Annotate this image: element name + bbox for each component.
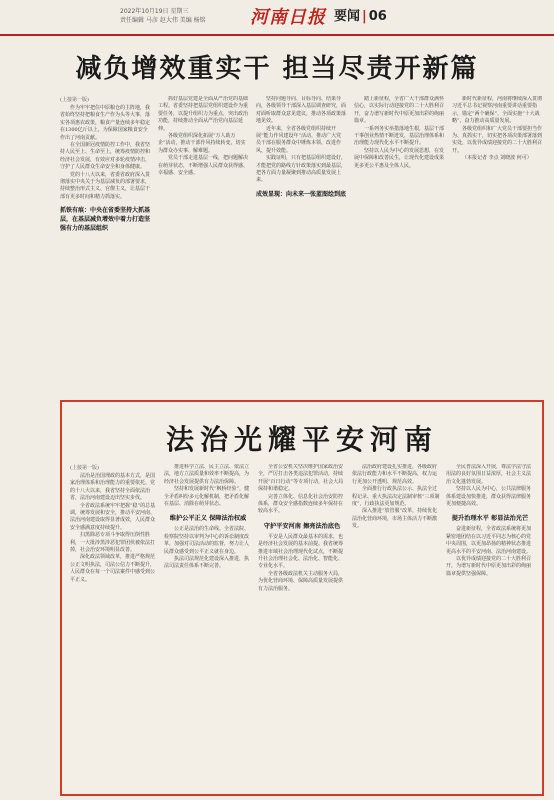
featured-article-body	[70, 464, 534, 786]
paragraph: 党员干部走进基层一线，把问题解决在萌芽状态，不断增强人民群众获得感、幸福感、安全感。	[158, 155, 248, 177]
featured-byline: (上接第一版)	[70, 465, 99, 471]
paragraph: 近年来，全省各级党组织持续开展“能力作风建设年”活动，推动广大党员干部在服务群众中锤炼本领、改进作风、提升效能。	[256, 125, 342, 154]
top-article-column-3	[256, 96, 346, 396]
paragraph: 坚持以人民为中心的发展思想，在发展中保障和改善民生，让现代化建设成果更多更公平惠及全体人民。	[354, 147, 444, 169]
paragraph: 深入推进“放管服”改革，持续优化法治化营商环境，市场主体活力不断激发。	[352, 508, 438, 530]
section-subheading: 成效显现：向未来一张蓝图绘到底	[256, 190, 346, 198]
paragraph: 推进科学立法、民主立法、依法立法，地方立法质量和效率不断提高，为经济社会发展提供有力法治保障。	[164, 464, 250, 485]
page-number: 06	[368, 9, 387, 24]
featured-column-4	[352, 464, 440, 786]
paragraph: 一系列务实举措落地生根，基层干部干事创业热情不断迸发，基层治理体系和治理能力现代化水平不断提升。	[354, 125, 444, 147]
featured-article-box	[60, 400, 544, 796]
paragraph: 深化政法领域改革，推进严格规范公正文明执法，司法公信力不断提升，人民群众在每一个司法案件中感受到公平正义。	[70, 554, 156, 583]
paragraph: 坚持以人民为中心，公共法律服务体系建设加快推进，群众获得法律服务更加便捷高效。	[446, 486, 532, 508]
page-header	[0, 0, 554, 36]
paragraph: 作为牢牢把住中原粮仓的主阵地，我省始终坚持把粮食生产作为头等大事，落实各项惠农政策，粮食产量连续多年稳定在1300亿斤以上，为保障国家粮食安全作出了河南贡献。	[60, 105, 150, 141]
paragraph: 各级党组织和广大党员干部要担当作为、真抓实干，切实把各项决策部署落到实处，以优异成绩迎接党的二十大胜利召开。	[452, 125, 542, 154]
paragraph: 踏上新征程，全省广大干部群众满怀信心，以实际行动迎接党的二十大胜利召开，奋力谱写新时代中原更加出彩的绚丽篇章。	[354, 96, 444, 125]
featured-column-5	[446, 464, 534, 786]
featured-column-2	[164, 464, 252, 786]
paragraph: 全省各级政法机关主动服务大局，为优化营商环境、保障高质量发展提供有力法治服务。	[258, 570, 344, 592]
paragraph: 完善立体化、信息化社会治安防控体系，群众安全感指数连续多年保持在较高水平。	[258, 493, 344, 515]
featured-subheading: 提升治理水平 彰显法治光芒	[451, 515, 529, 523]
paragraph: 法治政府建设扎实推进，各级政府依法行政能力和水平不断提高，权力运行更加公开透明、规范高效。	[352, 464, 438, 485]
top-article-column-2	[158, 96, 248, 396]
top-article-headline: 减负增效重实干 担当尽责开新篇	[75, 54, 479, 84]
paragraph: 全民普法深入开展，尊法学法守法用法的良好氛围日益浓厚，社会主义法治文化蓬勃发展。	[446, 464, 532, 485]
paragraph: 实践证明，只有把基层组织建设好，才能把党的路线方针政策落实到最基层，把各方面力量凝聚到推动高质量发展上来。	[256, 155, 346, 184]
top-article-body	[60, 96, 542, 396]
paragraph: 坚持和发展新时代“枫桥经验”，健全矛盾纠纷多元化解机制，把矛盾化解在基层、消除在萌芽状态。	[164, 486, 250, 508]
paragraph: 平安是人民群众最基本的需求，也是经济社会发展的基本前提。我省统筹推进市域社会治理现代化试点，不断提升社会治理社会化、法治化、智能化、专业化水平。	[258, 533, 344, 570]
top-article-column-1	[60, 96, 150, 396]
paragraph: 抓好基层党建是全面从严治党的基础工程。省委坚持把基层党组织建设作为重要任务，以提升组织力为重点，突出政治功能，持续推动全面从严治党向基层延伸。	[158, 96, 248, 132]
paragraph: 全面推行行政执法公示、执法全过程记录、重大执法决定法制审核“三项制度”，行政执法更加规范。	[352, 486, 440, 508]
featured-article-headline: 法治光耀平安河南	[165, 423, 438, 456]
top-article-column-4	[354, 96, 444, 396]
top-article-byline: (上接第一版)	[60, 97, 89, 103]
editor-credits: 责任编辑 马彦 赵大伟 美编 杨铭	[120, 17, 206, 24]
paragraph: 在全国新冠疫情防控工作中，我省坚持人民至上、生命至上，统筹疫情防控和经济社会发展，有效应对多轮疫情冲击，守护了人民群众生命安全和身体健康。	[60, 142, 150, 171]
paragraph: 全省政法系统牢牢把握“稳”的总基调，统筹发展和安全，推动平安河南、法治河南建设取得显著成效，人民群众安全感满意度持续提升。	[70, 502, 156, 531]
paragraph: 新时代新征程，河南将继续深入贯彻习近平总书记视察河南重要讲话重要指示，锚定“两个确保”，全面实施“十大战略”，奋力推动高质量发展。	[452, 96, 542, 125]
paragraph: 公正是法治的生命线。全省法院、检察院坚持以审判为中心的诉讼制度改革，加强对司法活动的监督，努力让人民群众感受到公平正义就在身边。	[164, 526, 250, 555]
paragraph: 法治是治国理政的基本方式，是国家治理体系和治理能力的重要依托。党的十八大以来，我省坚持全面依法治省，法治河南建设迈出坚实步伐。	[70, 473, 156, 502]
featured-column-1	[70, 464, 158, 786]
paragraph: 坚持问题导向、目标导向、结果导向，各级领导干部深入基层调查研究，面对面听取群众意见建议，推动各项政策落地见效。	[256, 96, 346, 125]
issue-date: 2022年10月19日 星期三	[120, 8, 189, 15]
paragraph: 扫黑除恶专项斗争取得压倒性胜利，一大批涉黑涉恶犯罪团伙被依法打掉，社会治安环境明显改善。	[70, 532, 156, 554]
paragraph: 奋进新征程，全省政法系统将更加紧密地团结在以习近平同志为核心的党中央周围，以更加昂扬的精神状态推进更高水平的平安河南、法治河南建设。	[446, 526, 532, 555]
section-name: 要闻	[334, 9, 361, 24]
paragraph: 党的十八大以来，省委省政府深入贯彻落实中央关于为基层减负的部署要求，持续整治形式主义、官僚主义，让基层干部有更多时间和精力抓落实。	[60, 171, 150, 200]
section-label	[334, 5, 387, 24]
featured-column-3	[258, 464, 346, 786]
paragraph: （本报记者 李点 刘晓波 何可）	[462, 155, 532, 162]
paragraph: 各级党组织深化拓展“万人助万企”活动，推动干部作风持续转变，切实为群众办实事、解难题。	[158, 133, 246, 154]
newspaper-logo: 河南日报	[250, 7, 326, 28]
paragraph: 全省公安机关坚决维护国家政治安全，严厉打击各类违法犯罪活动，持续开展“百日行动”等专项行动，社会大局保持和谐稳定。	[258, 464, 344, 493]
paragraph: 以优异成绩迎接党的二十大胜利召开，为谱写新时代中原更加出彩的绚丽篇章提供坚强保障。	[446, 556, 532, 577]
top-article-column-5	[452, 96, 542, 396]
section-subheading: 抓铁有痕：中央在省委坚持大抓基层，在基层减负增效中着力打造坚强有力的基层组织	[60, 207, 150, 233]
paragraph: 执法司法规范化建设深入推进，执法司法责任体系不断完善。	[164, 556, 250, 570]
section-divider: |	[362, 9, 367, 24]
featured-subheading: 守护平安河南 擦亮法治底色	[263, 522, 341, 530]
featured-subheading: 维护公平正义 保障法治权威	[169, 515, 247, 523]
